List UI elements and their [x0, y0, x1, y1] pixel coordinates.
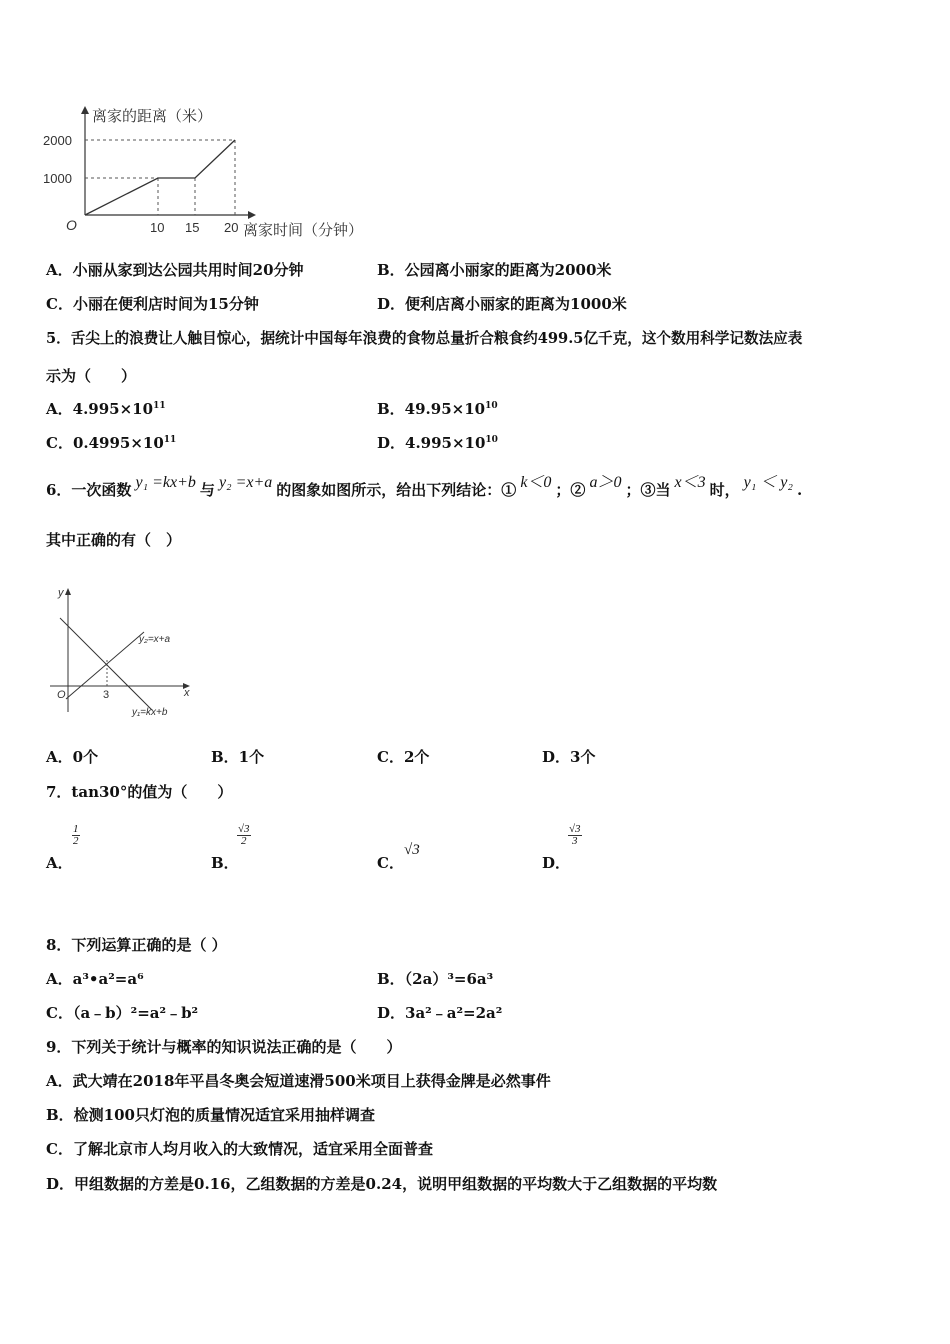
q4-option-a: A．小丽从家到达公园共用时间20分钟: [46, 261, 304, 279]
q8-stem: 8．下列运算正确的是（ ）: [46, 936, 227, 954]
q4-option-d: D．便利店离小丽家的距离为1000米: [377, 295, 627, 313]
origin-label: O: [66, 217, 77, 233]
q7-option-a-label: A．: [46, 854, 73, 872]
q5-option-b: B．$49.95\times 10^{10}$: [377, 400, 498, 418]
q7-option-c-value: √3: [404, 842, 420, 858]
x-tick-20: 20: [224, 220, 239, 235]
q6-formula-y2: y₂ =x+a: [218, 474, 273, 491]
x-tick-3: 3: [103, 689, 110, 701]
distance-line: [85, 140, 235, 215]
q5-option-d: D．$4.995\times 10^{10}$: [377, 434, 498, 452]
q7-option-d-label: D．: [542, 854, 571, 872]
q9-option-a: A．武大靖在2018年平昌冬奥会短道速滑500米项目上获得金牌是必然事件: [46, 1072, 551, 1090]
q7-option-d-fraction: $\frac{√3}{3}$: [569, 823, 581, 847]
q6-conclusion-1: k＜0: [520, 474, 552, 491]
x-axis-arrow: [248, 211, 256, 219]
q6-conclusion-2: a＞0: [589, 474, 622, 491]
q5-option-c: C．$0.4995\times 10^{11}$: [46, 434, 177, 452]
line-y2-label: y₂=x+a: [139, 634, 171, 645]
q6-formula-y1: y₁ =kx+b: [135, 474, 196, 491]
q4-option-b: B．公园离小丽家的距离为2000米: [377, 261, 612, 279]
y-axis-arrow: [81, 106, 89, 114]
q4-option-c: C．小丽在便利店时间为15分钟: [46, 295, 259, 313]
q5-stem-line1: 5．舌尖上的浪费让人触目惊心，据统计中国每年浪费的食物总量折合粮食约499.5亿千克，这个数用科学记数法应表: [46, 330, 803, 347]
q9-option-d: D．甲组数据的方差是0.16，乙组数据的方差是0.24，说明甲组数据的平均数大于乙组数据的平均数: [46, 1175, 718, 1193]
q6-stem-line2: 其中正确的有（ ）: [46, 531, 182, 549]
q7-stem: 7．tan30°的值为（ ）: [46, 783, 233, 801]
q5-stem-line2: 示为（ ）: [46, 367, 137, 385]
q8-option-a: A．a³•a²=a⁶: [46, 970, 144, 988]
x-tick-15: 15: [185, 220, 200, 235]
q7-option-a-fraction: $\frac{1}{2}$: [73, 823, 79, 847]
x-axis-label: 离家时间（分钟）: [243, 222, 364, 239]
distance-time-graph: [30, 100, 390, 245]
q6-option-c: C．2个: [377, 748, 430, 766]
q6-option-d: D．3个: [542, 748, 596, 766]
q6-stem-line1: 6．一次函数 y₁ =kx+b 与 y₂ =x+a 的图象如图所示，给出下列结论：① k＜0 ；② a＞0 ；③当 x＜3 时， y₁ ＜ y₂ .: [46, 474, 803, 499]
q5-option-a: A．$4.995\times 10^{11}$: [46, 400, 166, 418]
q8-option-b: B．（2a）³=6a³: [377, 970, 494, 988]
q6-conclusion-3: x＜3: [674, 474, 706, 491]
y-tick-1000: 1000: [43, 171, 72, 186]
q7-option-c-label: C．: [377, 854, 404, 872]
x-tick-10: 10: [150, 220, 165, 235]
q7-option-b-label: B．: [211, 854, 239, 872]
y-axis-label: 离家的距离（米）: [92, 108, 213, 125]
y-tick-2000: 2000: [43, 133, 72, 148]
q7-option-b-fraction: $\frac{√3}{2}$: [238, 823, 250, 847]
q9-option-c: C．了解北京市人均月收入的大致情况，适宜采用全面普查: [46, 1140, 433, 1158]
q8-option-d: D．3a²﹣a²=2a²: [377, 1004, 503, 1022]
q9-stem: 9．下列关于统计与概率的知识说法正确的是（ ）: [46, 1038, 402, 1056]
q9-option-b: B．检测100只灯泡的质量情况适宜采用抽样调查: [46, 1106, 375, 1124]
origin-label: O: [57, 689, 66, 701]
x-label: x: [184, 687, 190, 699]
q6-conclusion-3b: y₁ ＜ y₂: [743, 474, 793, 491]
y-label: y: [58, 587, 64, 599]
q6-option-b: B．1个: [211, 748, 265, 766]
line-y1-label: y₁=kx+b: [132, 707, 168, 718]
q6-option-a: A．0个: [46, 748, 99, 766]
q8-option-c: C．（a﹣b）²=a²﹣b²: [46, 1004, 199, 1022]
y-axis-arrow: [65, 588, 71, 595]
linear-functions-graph: [44, 580, 204, 720]
